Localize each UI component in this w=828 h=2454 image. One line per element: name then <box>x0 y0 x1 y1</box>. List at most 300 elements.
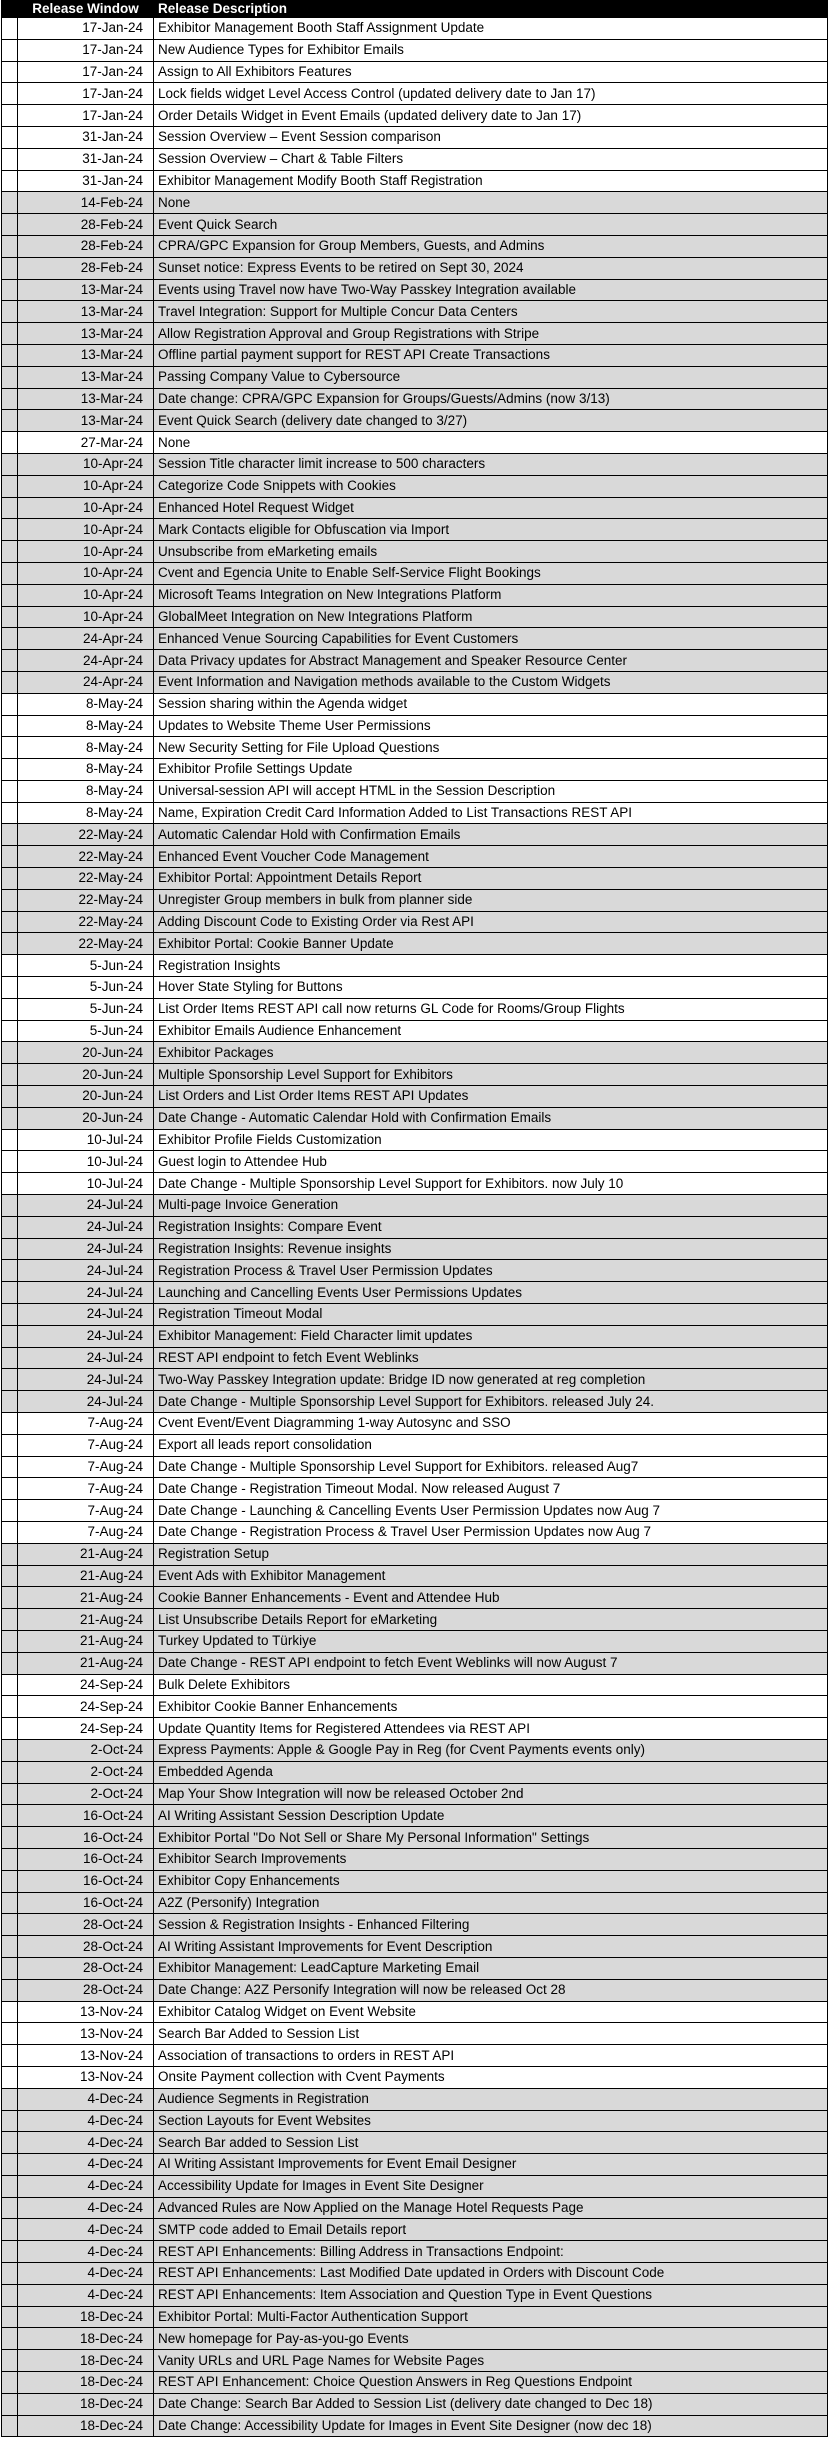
row-marker-cell <box>2 1827 18 1849</box>
release-date-cell: 4-Dec-24 <box>18 2263 154 2285</box>
row-marker-cell <box>2 1630 18 1652</box>
row-marker-cell <box>2 802 18 824</box>
row-marker-cell <box>2 1413 18 1435</box>
release-date-cell: 20-Jun-24 <box>18 1064 154 1086</box>
table-row <box>2 39 828 61</box>
row-marker-cell <box>2 1500 18 1522</box>
table-row <box>2 1195 828 1217</box>
release-description-cell: Enhanced Event Voucher Code Management <box>154 846 828 868</box>
table-row <box>2 933 828 955</box>
row-marker-cell <box>2 18 18 40</box>
release-date-cell: 24-Jul-24 <box>18 1304 154 1326</box>
table-row <box>2 192 828 214</box>
table-row <box>2 868 828 890</box>
row-marker-cell <box>2 737 18 759</box>
table-row <box>2 1696 828 1718</box>
release-date-cell: 24-Jul-24 <box>18 1391 154 1413</box>
row-marker-cell <box>2 1609 18 1631</box>
release-date-cell: 17-Jan-24 <box>18 105 154 127</box>
release-date-cell: 2-Oct-24 <box>18 1739 154 1761</box>
row-marker-cell <box>2 2393 18 2415</box>
release-description-cell: Guest login to Attendee Hub <box>154 1151 828 1173</box>
release-date-cell: 13-Mar-24 <box>18 344 154 366</box>
table-row <box>2 1456 828 1478</box>
row-marker-cell <box>2 2001 18 2023</box>
release-description-cell: A2Z (Personify) Integration <box>154 1892 828 1914</box>
row-marker-cell <box>2 584 18 606</box>
table-row <box>2 1086 828 1108</box>
table-row <box>2 2393 828 2415</box>
release-date-cell: 16-Oct-24 <box>18 1848 154 1870</box>
row-marker-cell <box>2 453 18 475</box>
row-marker-cell <box>2 148 18 170</box>
release-description-cell: New Security Setting for File Upload Questions <box>154 737 828 759</box>
row-marker-cell <box>2 780 18 802</box>
release-date-cell: 28-Feb-24 <box>18 257 154 279</box>
row-marker-cell <box>2 1914 18 1936</box>
row-marker-cell <box>2 2197 18 2219</box>
row-marker-cell <box>2 2175 18 2197</box>
row-marker-cell <box>2 83 18 105</box>
release-description-cell: Universal-session API will accept HTML in the Session Description <box>154 780 828 802</box>
table-row <box>2 606 828 628</box>
release-date-cell: 10-Apr-24 <box>18 519 154 541</box>
table-row <box>2 1848 828 1870</box>
table-row <box>2 2001 828 2023</box>
release-description-cell: Date Change - Registration Timeout Modal. Now released August 7 <box>154 1478 828 1500</box>
table-row <box>2 737 828 759</box>
release-date-cell: 13-Nov-24 <box>18 2023 154 2045</box>
release-date-cell: 20-Jun-24 <box>18 1086 154 1108</box>
release-description-cell: Bulk Delete Exhibitors <box>154 1674 828 1696</box>
table-row <box>2 2263 828 2285</box>
release-date-cell: 22-May-24 <box>18 889 154 911</box>
release-date-cell: 24-Apr-24 <box>18 671 154 693</box>
release-description-cell: New Audience Types for Exhibitor Emails <box>154 39 828 61</box>
release-date-cell: 13-Mar-24 <box>18 410 154 432</box>
table-row <box>2 1805 828 1827</box>
table-row <box>2 2415 828 2437</box>
table-row <box>2 824 828 846</box>
table-row <box>2 2088 828 2110</box>
release-description-cell: Export all leads report consolidation <box>154 1434 828 1456</box>
table-row <box>2 2132 828 2154</box>
release-date-cell: 16-Oct-24 <box>18 1805 154 1827</box>
table-row <box>2 2175 828 2197</box>
table-row <box>2 955 828 977</box>
release-date-cell: 8-May-24 <box>18 759 154 781</box>
release-description-cell: Allow Registration Approval and Group Registrations with Stripe <box>154 323 828 345</box>
table-row <box>2 1042 828 1064</box>
table-row <box>2 2328 828 2350</box>
table-row <box>2 1260 828 1282</box>
row-marker-cell <box>2 715 18 737</box>
row-marker-cell <box>2 410 18 432</box>
release-description-cell: Events using Travel now have Two-Way Passkey Integration available <box>154 279 828 301</box>
row-marker-cell <box>2 1151 18 1173</box>
table-row <box>2 846 828 868</box>
release-date-cell: 8-May-24 <box>18 693 154 715</box>
release-description-cell: Microsoft Teams Integration on New Integrations Platform <box>154 584 828 606</box>
release-date-cell: 21-Aug-24 <box>18 1543 154 1565</box>
release-description-cell: Section Layouts for Event Websites <box>154 2110 828 2132</box>
release-date-cell: 18-Dec-24 <box>18 2372 154 2394</box>
row-marker-cell <box>2 2154 18 2176</box>
row-marker-cell <box>2 2045 18 2067</box>
release-description-cell: Hover State Styling for Buttons <box>154 977 828 999</box>
table-row <box>2 1718 828 1740</box>
table-row <box>2 1129 828 1151</box>
release-date-cell: 21-Aug-24 <box>18 1587 154 1609</box>
row-marker-cell <box>2 323 18 345</box>
row-marker-cell <box>2 998 18 1020</box>
table-row <box>2 83 828 105</box>
release-date-cell: 5-Jun-24 <box>18 955 154 977</box>
table-row <box>2 388 828 410</box>
row-marker-cell <box>2 2306 18 2328</box>
release-date-cell: 31-Jan-24 <box>18 126 154 148</box>
row-marker-cell <box>2 1957 18 1979</box>
release-description-cell: Date Change: A2Z Personify Integration will now be released Oct 28 <box>154 1979 828 2001</box>
row-marker-cell <box>2 1739 18 1761</box>
release-description-cell: Session Overview – Event Session comparison <box>154 126 828 148</box>
release-date-cell: 24-Apr-24 <box>18 650 154 672</box>
release-date-cell: 22-May-24 <box>18 868 154 890</box>
release-date-cell: 24-Sep-24 <box>18 1696 154 1718</box>
release-date-cell: 13-Nov-24 <box>18 2066 154 2088</box>
row-marker-cell <box>2 2241 18 2263</box>
table-row <box>2 1107 828 1129</box>
row-marker-cell <box>2 693 18 715</box>
row-marker-cell <box>2 1434 18 1456</box>
release-date-cell: 27-Mar-24 <box>18 432 154 454</box>
release-description-cell: Unsubscribe from eMarketing emails <box>154 541 828 563</box>
table-row <box>2 628 828 650</box>
release-description-cell: Launching and Cancelling Events User Permissions Updates <box>154 1282 828 1304</box>
table-row <box>2 1064 828 1086</box>
release-description-cell: Express Payments: Apple & Google Pay in Reg (for Cvent Payments events only) <box>154 1739 828 1761</box>
table-row <box>2 1761 828 1783</box>
table-row <box>2 1914 828 1936</box>
row-marker-cell <box>2 628 18 650</box>
row-marker-cell <box>2 1652 18 1674</box>
table-row <box>2 541 828 563</box>
release-description-cell: CPRA/GPC Expansion for Group Members, Guests, and Admins <box>154 235 828 257</box>
release-description-cell: Search Bar Added to Session List <box>154 2023 828 2045</box>
table-row <box>2 257 828 279</box>
release-date-cell: 10-Jul-24 <box>18 1129 154 1151</box>
row-marker-cell <box>2 977 18 999</box>
table-row <box>2 432 828 454</box>
release-description-cell: Exhibitor Profile Settings Update <box>154 759 828 781</box>
release-description-cell: Registration Process & Travel User Permission Updates <box>154 1260 828 1282</box>
release-description-cell: Advanced Rules are Now Applied on the Manage Hotel Requests Page <box>154 2197 828 2219</box>
release-date-cell: 28-Feb-24 <box>18 235 154 257</box>
release-description-cell: Session Overview – Chart & Table Filters <box>154 148 828 170</box>
row-marker-cell <box>2 933 18 955</box>
release-description-cell: Exhibitor Management: Field Character limit updates <box>154 1325 828 1347</box>
release-date-cell: 24-Jul-24 <box>18 1282 154 1304</box>
release-description-cell: Search Bar added to Session List <box>154 2132 828 2154</box>
release-date-cell: 14-Feb-24 <box>18 192 154 214</box>
table-row <box>2 148 828 170</box>
table-row <box>2 1413 828 1435</box>
row-marker-cell <box>2 2066 18 2088</box>
table-row <box>2 453 828 475</box>
table-row <box>2 1936 828 1958</box>
release-description-cell: Exhibitor Emails Audience Enhancement <box>154 1020 828 1042</box>
release-description-cell: Registration Insights <box>154 955 828 977</box>
row-marker-cell <box>2 519 18 541</box>
release-date-cell: 13-Nov-24 <box>18 2045 154 2067</box>
row-marker-cell <box>2 2088 18 2110</box>
release-description-cell: Assign to All Exhibitors Features <box>154 61 828 83</box>
row-marker-cell <box>2 868 18 890</box>
row-marker-cell <box>2 1456 18 1478</box>
row-marker-cell <box>2 1216 18 1238</box>
table-row <box>2 1827 828 1849</box>
row-marker-cell <box>2 1979 18 2001</box>
release-date-cell: 10-Apr-24 <box>18 475 154 497</box>
release-description-cell: Enhanced Hotel Request Widget <box>154 497 828 519</box>
table-row <box>2 2372 828 2394</box>
table-row <box>2 889 828 911</box>
release-date-cell: 10-Apr-24 <box>18 584 154 606</box>
release-description-cell: Date Change - Launching & Cancelling Events User Permission Updates now Aug 7 <box>154 1500 828 1522</box>
table-row <box>2 323 828 345</box>
release-date-cell: 31-Jan-24 <box>18 148 154 170</box>
release-date-cell: 24-Jul-24 <box>18 1195 154 1217</box>
release-description-cell: GlobalMeet Integration on New Integrations Platform <box>154 606 828 628</box>
release-description-cell: Exhibitor Management Modify Booth Staff Registration <box>154 170 828 192</box>
row-marker-cell <box>2 192 18 214</box>
table-row <box>2 1500 828 1522</box>
release-description-cell: None <box>154 432 828 454</box>
row-marker-cell <box>2 955 18 977</box>
release-description-cell: Exhibitor Cookie Banner Enhancements <box>154 1696 828 1718</box>
release-description-cell: Event Quick Search (delivery date changed to 3/27) <box>154 410 828 432</box>
release-rows <box>2 18 828 2437</box>
row-marker-cell <box>2 1129 18 1151</box>
release-date-cell: 13-Mar-24 <box>18 388 154 410</box>
row-marker-cell <box>2 1674 18 1696</box>
row-marker-cell <box>2 2350 18 2372</box>
table-row <box>2 2045 828 2067</box>
row-marker-cell <box>2 2372 18 2394</box>
row-marker-cell <box>2 541 18 563</box>
table-row <box>2 1957 828 1979</box>
release-description-cell: Automatic Calendar Hold with Confirmation Emails <box>154 824 828 846</box>
release-date-cell: 18-Dec-24 <box>18 2328 154 2350</box>
release-date-cell: 13-Mar-24 <box>18 323 154 345</box>
table-row <box>2 715 828 737</box>
row-marker-cell <box>2 1870 18 1892</box>
table-row <box>2 1587 828 1609</box>
table-row <box>2 2154 828 2176</box>
release-date-cell: 10-Apr-24 <box>18 541 154 563</box>
release-description-cell: REST API Enhancements: Billing Address in Transactions Endpoint: <box>154 2241 828 2263</box>
release-date-cell: 20-Jun-24 <box>18 1042 154 1064</box>
release-description-cell: Date Change - Automatic Calendar Hold with Confirmation Emails <box>154 1107 828 1129</box>
release-date-cell: 13-Nov-24 <box>18 2001 154 2023</box>
release-date-cell: 16-Oct-24 <box>18 1892 154 1914</box>
release-description-cell: Event Ads with Exhibitor Management <box>154 1565 828 1587</box>
row-marker-cell <box>2 1805 18 1827</box>
row-marker-cell <box>2 126 18 148</box>
table-row <box>2 126 828 148</box>
table-row <box>2 2306 828 2328</box>
table-row <box>2 1674 828 1696</box>
release-date-cell: 7-Aug-24 <box>18 1413 154 1435</box>
release-date-cell: 7-Aug-24 <box>18 1456 154 1478</box>
table-row <box>2 170 828 192</box>
release-table <box>1 0 828 2437</box>
release-date-cell: 13-Mar-24 <box>18 301 154 323</box>
release-description-cell: Lock fields widget Level Access Control (updated delivery date to Jan 17) <box>154 83 828 105</box>
release-description-cell: None <box>154 192 828 214</box>
table-row <box>2 214 828 236</box>
row-marker-cell <box>2 1282 18 1304</box>
release-date-cell: 4-Dec-24 <box>18 2110 154 2132</box>
table-row <box>2 1173 828 1195</box>
table-row <box>2 1565 828 1587</box>
release-description-cell: Map Your Show Integration will now be released October 2nd <box>154 1783 828 1805</box>
release-description-cell: Exhibitor Catalog Widget on Event Website <box>154 2001 828 2023</box>
release-description-cell: Exhibitor Copy Enhancements <box>154 1870 828 1892</box>
row-marker-cell <box>2 1086 18 1108</box>
row-marker-cell <box>2 39 18 61</box>
table-row <box>2 1979 828 2001</box>
row-marker-cell <box>2 1064 18 1086</box>
release-date-cell: 8-May-24 <box>18 715 154 737</box>
release-description-cell: Updates to Website Theme User Permissions <box>154 715 828 737</box>
release-date-cell: 8-May-24 <box>18 780 154 802</box>
row-marker-cell <box>2 1565 18 1587</box>
release-date-cell: 24-Apr-24 <box>18 628 154 650</box>
release-description-cell: Unregister Group members in bulk from planner side <box>154 889 828 911</box>
release-description-cell: Cvent and Egencia Unite to Enable Self-Service Flight Bookings <box>154 562 828 584</box>
release-date-cell: 13-Mar-24 <box>18 279 154 301</box>
table-row <box>2 301 828 323</box>
release-description-cell: List Order Items REST API call now returns GL Code for Rooms/Group Flights <box>154 998 828 1020</box>
release-description-cell: AI Writing Assistant Improvements for Event Description <box>154 1936 828 1958</box>
row-marker-cell <box>2 846 18 868</box>
release-date-cell: 4-Dec-24 <box>18 2284 154 2306</box>
release-description-cell: Exhibitor Search Improvements <box>154 1848 828 1870</box>
release-date-cell: 24-Jul-24 <box>18 1260 154 1282</box>
table-row <box>2 235 828 257</box>
release-description-cell: Session sharing within the Agenda widget <box>154 693 828 715</box>
release-description-cell: Name, Expiration Credit Card Information Added to List Transactions REST API <box>154 802 828 824</box>
release-date-cell: 21-Aug-24 <box>18 1609 154 1631</box>
row-marker-cell <box>2 105 18 127</box>
release-date-cell: 22-May-24 <box>18 911 154 933</box>
row-marker-cell <box>2 214 18 236</box>
release-date-cell: 8-May-24 <box>18 802 154 824</box>
row-marker-cell <box>2 1195 18 1217</box>
release-description-cell: Registration Insights: Revenue insights <box>154 1238 828 1260</box>
table-row <box>2 671 828 693</box>
release-description-cell: Exhibitor Portal "Do Not Sell or Share My Personal Information" Settings <box>154 1827 828 1849</box>
release-date-cell: 24-Sep-24 <box>18 1674 154 1696</box>
table-row <box>2 693 828 715</box>
row-marker-cell <box>2 824 18 846</box>
row-marker-cell <box>2 2110 18 2132</box>
release-description-cell: Association of transactions to orders in REST API <box>154 2045 828 2067</box>
release-description-cell: List Orders and List Order Items REST API Updates <box>154 1086 828 1108</box>
table-row <box>2 977 828 999</box>
release-date-cell: 21-Aug-24 <box>18 1630 154 1652</box>
release-date-cell: 5-Jun-24 <box>18 998 154 1020</box>
table-row <box>2 2066 828 2088</box>
release-description-cell: Exhibitor Portal: Appointment Details Report <box>154 868 828 890</box>
release-description-cell: Travel Integration: Support for Multiple Concur Data Centers <box>154 301 828 323</box>
table-row <box>2 1870 828 1892</box>
release-date-cell: 10-Jul-24 <box>18 1151 154 1173</box>
release-date-cell: 17-Jan-24 <box>18 18 154 40</box>
release-description-cell: Onsite Payment collection with Cvent Payments <box>154 2066 828 2088</box>
release-date-cell: 17-Jan-24 <box>18 61 154 83</box>
row-marker-cell <box>2 2284 18 2306</box>
release-date-cell: 4-Dec-24 <box>18 2219 154 2241</box>
row-marker-cell <box>2 1304 18 1326</box>
row-marker-cell <box>2 650 18 672</box>
release-date-cell: 4-Dec-24 <box>18 2132 154 2154</box>
row-marker-cell <box>2 388 18 410</box>
table-row <box>2 1478 828 1500</box>
release-description-cell: Date change: CPRA/GPC Expansion for Groups/Guests/Admins (now 3/13) <box>154 388 828 410</box>
table-row <box>2 1739 828 1761</box>
table-row <box>2 2219 828 2241</box>
release-description-cell: Multi-page Invoice Generation <box>154 1195 828 1217</box>
release-description-cell: Turkey Updated to Türkiye <box>154 1630 828 1652</box>
table-row <box>2 18 828 40</box>
release-description-cell: Order Details Widget in Event Emails (updated delivery date to Jan 17) <box>154 105 828 127</box>
table-row <box>2 497 828 519</box>
header-row <box>2 1 828 18</box>
release-date-cell: 24-Sep-24 <box>18 1718 154 1740</box>
row-marker-cell <box>2 911 18 933</box>
row-marker-cell <box>2 1892 18 1914</box>
release-description-cell: Exhibitor Management Booth Staff Assignment Update <box>154 18 828 40</box>
row-marker-cell <box>2 2263 18 2285</box>
table-row <box>2 1020 828 1042</box>
row-marker-cell <box>2 497 18 519</box>
release-description-cell: Exhibitor Packages <box>154 1042 828 1064</box>
release-date-cell: 28-Oct-24 <box>18 1957 154 1979</box>
row-marker-cell <box>2 1260 18 1282</box>
table-row <box>2 562 828 584</box>
release-description-cell: Session Title character limit increase to 500 characters <box>154 453 828 475</box>
row-marker-cell <box>2 2219 18 2241</box>
release-date-cell: 10-Apr-24 <box>18 562 154 584</box>
row-marker-cell <box>2 759 18 781</box>
release-date-cell: 10-Jul-24 <box>18 1173 154 1195</box>
release-date-cell: 31-Jan-24 <box>18 170 154 192</box>
row-marker-cell <box>2 1347 18 1369</box>
header-release-description: Release Description <box>154 1 828 18</box>
table-row <box>2 584 828 606</box>
release-description-cell: REST API Enhancements: Item Association and Question Type in Event Questions <box>154 2284 828 2306</box>
table-row <box>2 1325 828 1347</box>
row-marker-cell <box>2 1936 18 1958</box>
release-date-cell: 5-Jun-24 <box>18 1020 154 1042</box>
table-row <box>2 1609 828 1631</box>
table-row <box>2 780 828 802</box>
release-date-cell: 28-Oct-24 <box>18 1979 154 2001</box>
table-row <box>2 1652 828 1674</box>
release-description-cell: Passing Company Value to Cybersource <box>154 366 828 388</box>
